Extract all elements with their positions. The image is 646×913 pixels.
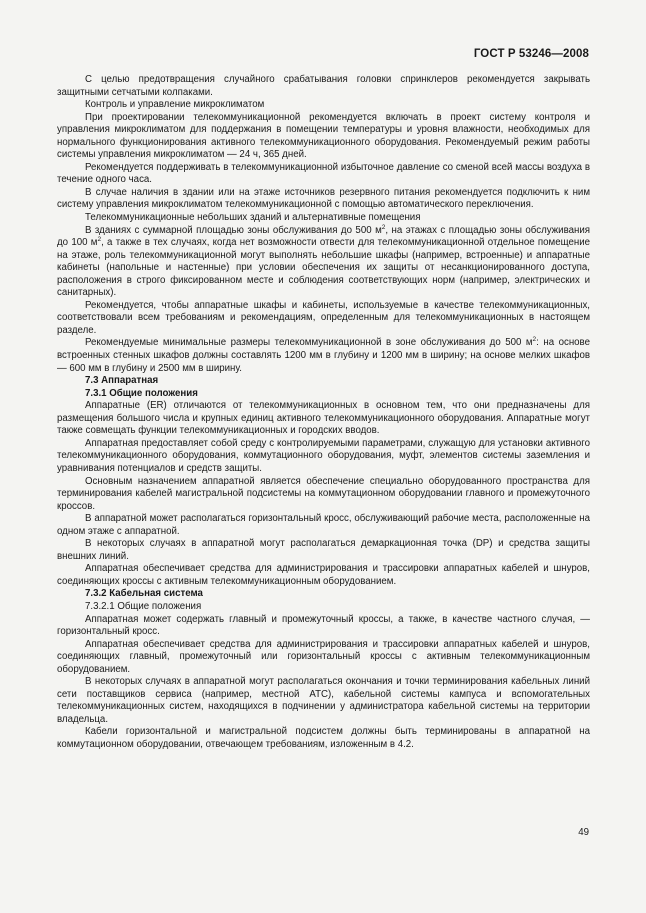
paragraph: С целью предотвращения случайного срабатывания головки спринклеров рекомендуется закрывать защитными сетчатыми колпаками. [57, 74, 590, 98]
document-body [57, 74, 590, 752]
paragraph: В некоторых случаях в аппаратной могут располагаться окончания и точки терминирования кабельных линий сети поставщиков сервиса (например, местной АТС), кабельной системы кампуса и вспомогательных телекоммуникационных систем, находящихся в подчинении у администратора кабельной системы на территории владельца. [57, 676, 590, 725]
paragraph: Аппаратная может содержать главный и промежуточный кроссы, а также, в качестве частного случая, — горизонтальный кросс. [57, 613, 590, 638]
section-heading: 7.3 Аппаратная [85, 375, 159, 387]
paragraph: При проектировании телекоммуникационной рекомендуется включать в проект систему контроля и управления микроклиматом для поддержания в помещении температуры и уровня влажности, необходимых для нормального функционирования активного телекоммуникационного оборудования. Рекомендуемый режим работы системы управления микроклиматом — 24 ч, 365 дней. [57, 111, 590, 161]
paragraph: Рекомендуется поддерживать в телекоммуникационной избыточное давление со сменой всей массы воздуха в течение одного часа. [57, 161, 590, 186]
paragraph: Аппаратная обеспечивает средства для администрирования и трассировки аппаратных кабелей и шнуров, соединяющих главный, промежуточный или горизонтальный кроссы с активным телекоммуникационным оборудованием. [57, 638, 590, 675]
paragraph: Аппаратная обеспечивает средства для администрирования и трассировки аппаратных кабелей и шнуров, соединяющих кроссы с активным телекоммуникационным оборудованием. [57, 563, 590, 587]
section-heading: 7.3.2 Кабельная система [85, 588, 203, 600]
paragraph: Рекомендуемые минимальные размеры телекоммуникационной в зоне обслуживания до 500 $м^2$: на основе встроенных стенных шкафов должны составлять 1200 мм в глубину и 1200 мм в ширину; на основе мелких шкафов — 600 мм в глубину и 2500 мм в ширину. [57, 336, 590, 374]
paragraph: 7.3.2.1 Общие положения [85, 600, 202, 612]
paragraph: Телекоммуникационные небольших зданий и альтернативные помещения [85, 212, 421, 224]
paragraph: Рекомендуется, чтобы аппаратные шкафы и кабинеты, используемые в качестве телекоммуникационных, соответствовали всем требованиям и рекомендациям, определенным для телекоммуникационных в настоящем разделе. [57, 299, 590, 336]
paragraph: Кабели горизонтальной и магистральной подсистем должны быть терминированы в аппаратной на коммутационном оборудовании, отвечающем требованиям, изложенным в 4.2. [57, 726, 590, 750]
paragraph: В некоторых случаях в аппаратной могут располагаться демаркационная точка (DP) и средства защиты внешних линий. [57, 538, 590, 562]
document-header: ГОСТ Р 53246—2008 [473, 48, 589, 60]
paragraph: Аппаратная предоставляет собой среду с контролируемыми параметрами, служащую для установки активного телекоммуникационного оборудования, коммутационного оборудования, муфт, элементов системы заземления и уравнивания потенциалов и средств защиты. [57, 437, 590, 474]
paragraph: Основным назначением аппаратной является обеспечение специально оборудованного пространства для терминирования кабелей магистральной подсистемы на коммутационном оборудовании главного и промежуточного кроссов. [57, 475, 590, 512]
paragraph: В зданиях с суммарной площадью зоны обслуживания до 500 $м^2$, на этажах с площадью зоны обслуживания до 100 $м^2$, а также в тех случаях, когда нет возможности отвести для телекоммуникационной отдельное помещение на этаже, роль телекоммуникационной могут выполнять небольшие шкафы (например, встроенные) и аппаратные кабинеты (напольные и настенные) при условии обеспечения их защиты от несанкционированного доступа, расположения в строго фиксированном месте и соблюдения соответствующих норм (например, электрических и санитарных). [57, 223, 591, 299]
page-number: 49 [578, 827, 589, 838]
paragraph: Аппаратные (ER) отличаются от телекоммуникационных в основном тем, что они предназначены для размещения большого числа и крупных единиц активного телекоммуникационного оборудования. Аппаратные могут также совмещать функции телекоммуникационных и городских вводов. [57, 400, 590, 437]
paragraph: В случае наличия в здании или на этаже источников резервного питания рекомендуется подключить к ним систему управления микроклиматом телекоммуникационной с помощью автоматического переключения. [57, 186, 590, 211]
section-heading: 7.3.1 Общие положения [85, 387, 198, 399]
paragraph: Контроль и управление микроклиматом [85, 99, 265, 111]
paragraph: В аппаратной может располагаться горизонтальный кросс, обслуживающий рабочие места, расположенные на одном этаже с аппаратной. [57, 513, 590, 537]
